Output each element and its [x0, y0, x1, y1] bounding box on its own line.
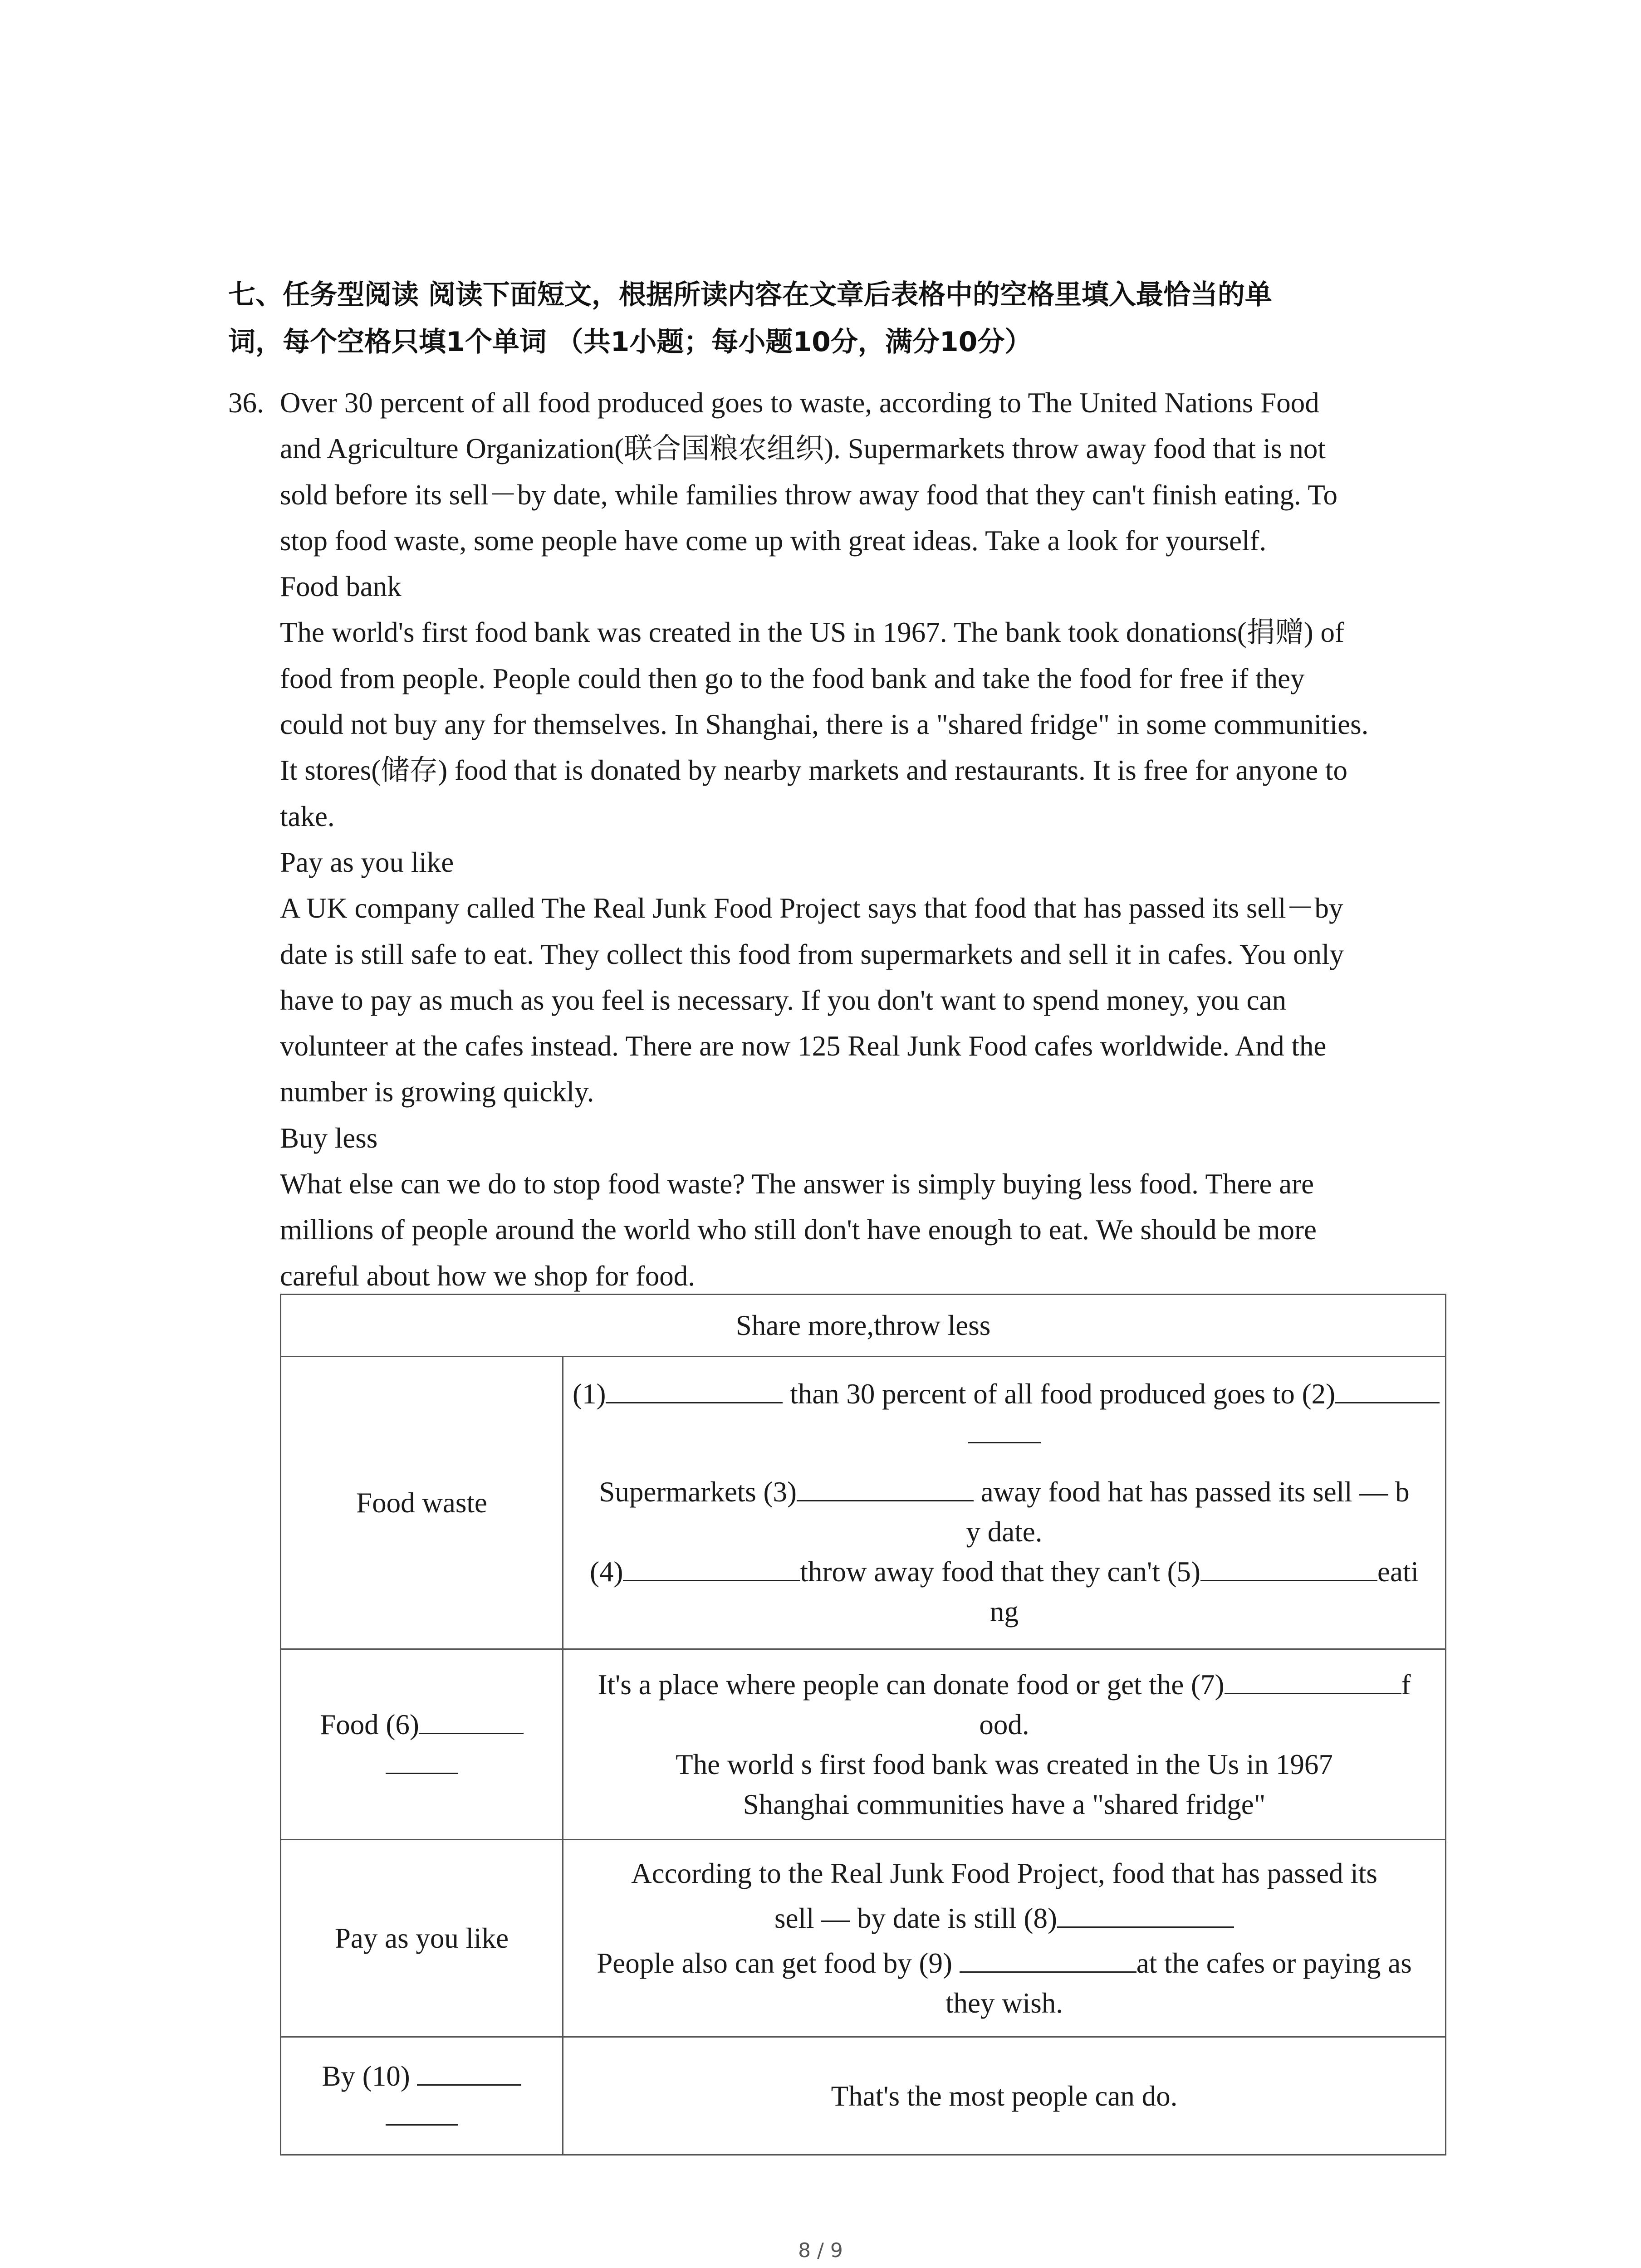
cell-text: Supermarkets (3): [599, 1476, 797, 1508]
row-label-by: [281, 2037, 563, 2155]
question-number: 36.: [228, 387, 264, 419]
cell-text: Shanghai communities have a "shared fridge": [743, 1788, 1266, 1820]
answer-blank-5[interactable]: [1200, 1554, 1377, 1581]
cell-text: throw away food that they can't (5): [800, 1556, 1201, 1588]
cell-text: ng: [990, 1596, 1019, 1628]
table-title-row: [281, 1295, 1446, 1357]
blank-number: (4): [590, 1556, 623, 1588]
passage-line: take.: [280, 800, 335, 832]
answer-blank-2[interactable]: [1335, 1377, 1440, 1403]
passage-subheading-buy-less: Buy less: [280, 1122, 378, 1154]
section-heading: [228, 271, 1453, 366]
row-content-food-bank: [563, 1649, 1446, 1840]
passage-line: A UK company called The Real Junk Food Project says that food that has passed its sell－by: [280, 892, 1343, 924]
row-label-food-waste: Food waste: [281, 1357, 563, 1649]
summary-table: [280, 1294, 1446, 2156]
cell-text: f: [1401, 1668, 1411, 1701]
cell-text: It's a place where people can donate food or get the (7): [598, 1668, 1225, 1701]
answer-blank-8[interactable]: [1057, 1901, 1234, 1928]
row-label-text: By (10): [322, 2060, 417, 2092]
row-content-by: That's the most people can do.: [563, 2037, 1446, 2155]
answer-blank-10[interactable]: [417, 2059, 521, 2086]
passage-line: Over 30 percent of all food produced goes to waste, according to The United Nations Food: [280, 387, 1319, 419]
answer-blank-1[interactable]: [606, 1377, 783, 1403]
passage-line: number is growing quickly.: [280, 1076, 594, 1108]
cell-text: than 30 percent of all food produced goes to (2): [783, 1378, 1336, 1410]
cell-text: they wish.: [945, 1987, 1063, 2019]
cell-text: According to the Real Junk Food Project, food that has passed its: [631, 1857, 1377, 1889]
answer-blank-4[interactable]: [623, 1554, 800, 1581]
cell-text: y date.: [966, 1516, 1043, 1548]
passage-line: It stores(储存) food that is donated by nearby markets and restaurants. It is free for anyone to: [280, 754, 1348, 787]
answer-blank-2-continued[interactable]: [968, 1417, 1041, 1443]
passage-line: What else can we do to stop food waste? The answer is simply buying less food. There are: [280, 1168, 1314, 1200]
passage-line: and Agriculture Organization(联合国粮农组织). Supermarkets throw away food that is not: [280, 433, 1326, 465]
passage-line: food from people. People could then go to the food bank and take the food for free if they: [280, 662, 1305, 694]
row-label-food-bank: [281, 1649, 563, 1840]
row-content-food-waste: [563, 1357, 1446, 1649]
passage-line: stop food waste, some people have come up with great ideas. Take a look for yourself.: [280, 524, 1267, 557]
blank-number: (1): [573, 1378, 606, 1410]
cell-text: The world s first food bank was created in the Us in 1967: [676, 1748, 1333, 1780]
passage-subheading-food-bank: Food bank: [280, 571, 402, 603]
cell-text: People also can get food by (9): [597, 1947, 960, 1979]
cell-text: ood.: [979, 1708, 1029, 1740]
passage-line: date is still safe to eat. They collect this food from supermarkets and sell it in cafes. You only: [280, 938, 1344, 970]
section-heading-line-1: 七、任务型阅读 阅读下面短文，根据所读内容在文章后表格中的空格里填入最恰当的单: [228, 279, 1272, 311]
passage-line: careful about how we shop for food.: [280, 1260, 695, 1292]
answer-blank-9[interactable]: [960, 1946, 1136, 1973]
passage-line: sold before its sell－by date, while families throw away food that they can't finish eating. To: [280, 479, 1337, 511]
passage-line: volunteer at the cafes instead. There are now 125 Real Junk Food cafes worldwide. And the: [280, 1030, 1327, 1062]
answer-blank-7[interactable]: [1225, 1667, 1401, 1694]
cell-text: away food hat has passed its sell — b: [974, 1476, 1410, 1508]
cell-text: sell — by date is still (8): [774, 1902, 1057, 1934]
answer-blank-6[interactable]: [419, 1707, 524, 1734]
table-row: [281, 1840, 1446, 2037]
answer-blank-10-continued[interactable]: [386, 2099, 458, 2126]
row-label-text: Food (6): [320, 1708, 419, 1740]
answer-blank-3[interactable]: [797, 1475, 974, 1501]
row-label-pay-as-you-like: Pay as you like: [281, 1840, 563, 2037]
passage-subheading-pay-as-you-like: Pay as you like: [280, 846, 454, 878]
page-number: 8 / 9: [798, 2239, 843, 2262]
passage: [280, 380, 1505, 1299]
table-row: [281, 1357, 1446, 1649]
passage-line: could not buy any for themselves. In Shanghai, there is a "shared fridge" in some communities.: [280, 709, 1369, 741]
table-row: [281, 2037, 1446, 2155]
passage-line: have to pay as much as you feel is necessary. If you don't want to spend money, you can: [280, 984, 1287, 1016]
cell-text: at the cafes or paying as: [1136, 1947, 1412, 1979]
row-content-pay-as-you-like: [563, 1840, 1446, 2037]
passage-line: The world's first food bank was created in the US in 1967. The bank took donations(捐赠) of: [280, 616, 1344, 649]
answer-blank-6-continued[interactable]: [386, 1747, 458, 1774]
section-heading-line-2: 词，每个空格只填1个单词 （共1小题；每小题10分，满分10分）: [228, 326, 1032, 358]
table-title: Share more,throw less: [281, 1295, 1446, 1357]
passage-line: millions of people around the world who still don't have enough to eat. We should be more: [280, 1214, 1317, 1246]
table-row: [281, 1649, 1446, 1840]
cell-text: eati: [1377, 1556, 1419, 1588]
